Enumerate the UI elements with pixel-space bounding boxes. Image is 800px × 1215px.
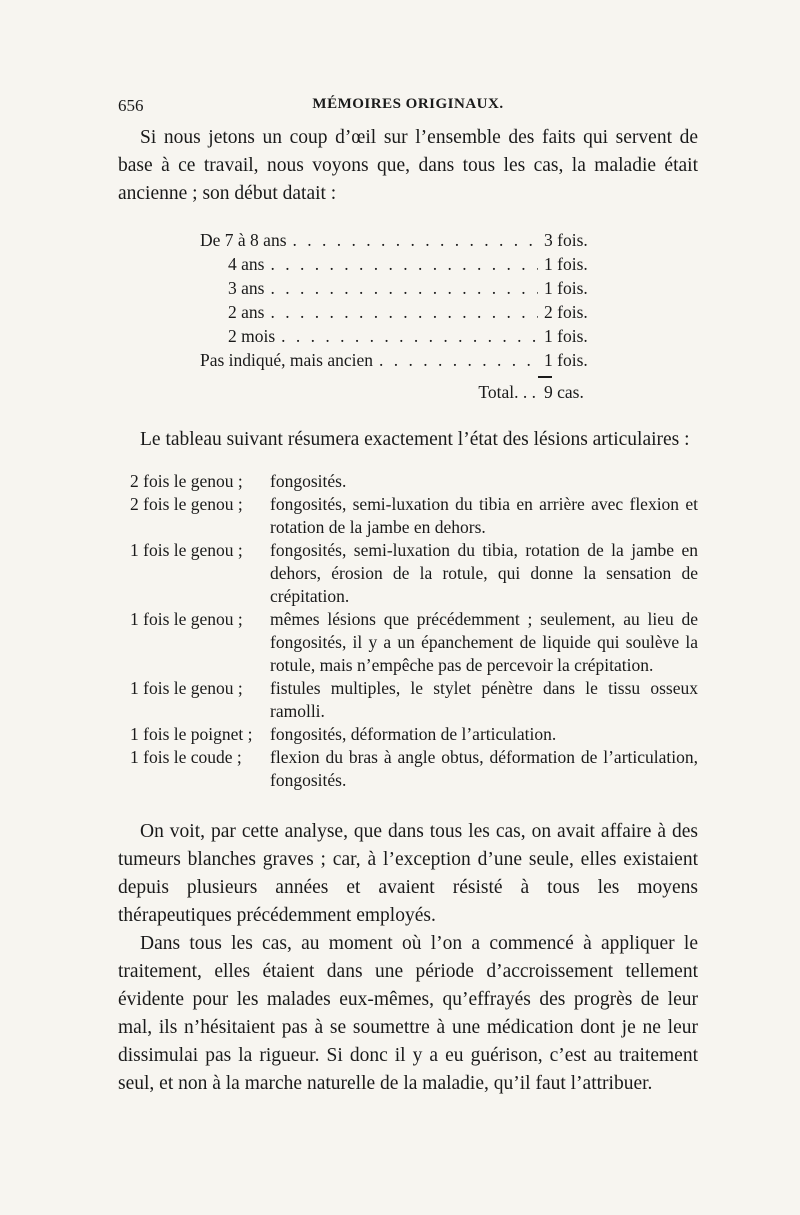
dot-leader: [379, 350, 538, 371]
duration-row: [200, 230, 600, 254]
lesion-description: fistules multiples, le stylet pénètre dans le tissu osseux ramolli.: [270, 678, 698, 721]
dot-leader: [270, 254, 538, 275]
lesion-description: fongosités, déformation de l’articulation.: [270, 724, 557, 744]
conclusion-paragraph-1: On voit, par cette analyse, que dans tous les cas, on avait affaire à des tumeurs blanches graves ; car, à l’exception d’une seule, elles existaient depuis plusieurs années et avaient résisté à tous les moyens thérapeutiques précédemment employés.: [118, 821, 698, 926]
lesion-item: [118, 608, 698, 677]
total-label: Total. . .: [478, 381, 536, 402]
lesion-item: [118, 677, 698, 723]
intro-paragraph: Si nous jetons un coup d’œil sur l’ensemble des faits qui servent de base à ce travail, nous voyons que, dans tous les cas, la maladie était ancienne ; son début datait :: [118, 127, 698, 204]
duration-row: [200, 302, 600, 326]
page-number: 656: [118, 96, 144, 115]
duration-row: [200, 278, 600, 302]
duration-row: [200, 254, 600, 278]
duration-row: [200, 350, 600, 374]
lesion-site: 1 fois le poignet ;: [130, 724, 253, 744]
duration-label: De 7 à 8 ans: [200, 230, 287, 250]
duration-row: [200, 326, 600, 350]
lesion-item: [118, 493, 698, 539]
lesion-item: [118, 470, 698, 493]
duration-count: 1 fois.: [544, 254, 588, 274]
lesion-item: [118, 746, 698, 792]
dot-leader: [270, 278, 538, 299]
duration-label: 3 ans: [228, 278, 265, 298]
duration-count: 3 fois.: [544, 230, 588, 250]
conclusion-paragraph-2: Dans tous les cas, au moment où l’on a commencé à appliquer le traitement, elles étaient dans une période d’accroissement tellement évidente pour les malades eux-mêmes, qu’effrayés des progrès de leur mal, ils n’hésitaient pas à se soumettre à une médication dont je ne leur dissimulai pas la rigueur. Si donc il y a eu guérison, c’est au traitement seul, et non à la marche naturelle de la maladie, qu’il faut l’attribuer.: [118, 933, 698, 1094]
duration-label: 2 ans: [228, 302, 265, 322]
duration-count: 1 fois.: [544, 326, 588, 346]
total-value: 9 cas.: [544, 381, 584, 402]
lesion-description: mêmes lésions que précédemment ; seulement, au lieu de fongosités, il y a un épanchement de liquide qui soulève la rotule, mais n’empêche pas de percevoir la crépitation.: [270, 609, 698, 675]
lesion-site: 1 fois le genou ;: [130, 609, 243, 629]
lesion-description: fongosités, semi-luxation du tibia en arrière avec flexion et rotation de la jambe en dehors.: [270, 494, 698, 537]
lesion-site: 1 fois le genou ;: [130, 678, 243, 698]
lesion-list: [118, 470, 698, 792]
lesion-item: [118, 539, 698, 608]
duration-label: Pas indiqué, mais ancien: [200, 350, 374, 370]
book-page: [118, 96, 698, 1098]
duration-table: [200, 230, 600, 406]
lesion-site: 1 fois le coude ;: [130, 747, 242, 767]
page-header: [118, 96, 698, 120]
lesion-description: fongosités, semi-luxation du tibia, rotation de la jambe en dehors, érosion de la rotule, qui donne la sensation de crépitation.: [270, 540, 698, 606]
dot-leader: [270, 302, 538, 323]
duration-label: 2 mois: [228, 326, 276, 346]
lesion-description: flexion du bras à angle obtus, déformation de l’articulation, fongosités.: [270, 747, 698, 790]
total-row: [200, 378, 600, 406]
duration-count: 1 fois.: [544, 350, 588, 370]
duration-count: 2 fois.: [544, 302, 588, 322]
duration-count: 1 fois.: [544, 278, 588, 298]
lesion-description: fongosités.: [270, 471, 347, 491]
lesion-site: 1 fois le genou ;: [130, 540, 243, 560]
running-head: MÉMOIRES ORIGINAUX.: [312, 96, 504, 112]
dot-leader: [281, 326, 538, 347]
lesion-site: 2 fois le genou ;: [130, 494, 243, 514]
lesion-site: 2 fois le genou ;: [130, 471, 243, 491]
lesion-item: [118, 723, 698, 746]
duration-label: 4 ans: [228, 254, 265, 274]
table-intro-paragraph: Le tableau suivant résumera exactement l’état des lésions articulaires :: [140, 429, 690, 450]
dot-leader: [293, 230, 538, 251]
